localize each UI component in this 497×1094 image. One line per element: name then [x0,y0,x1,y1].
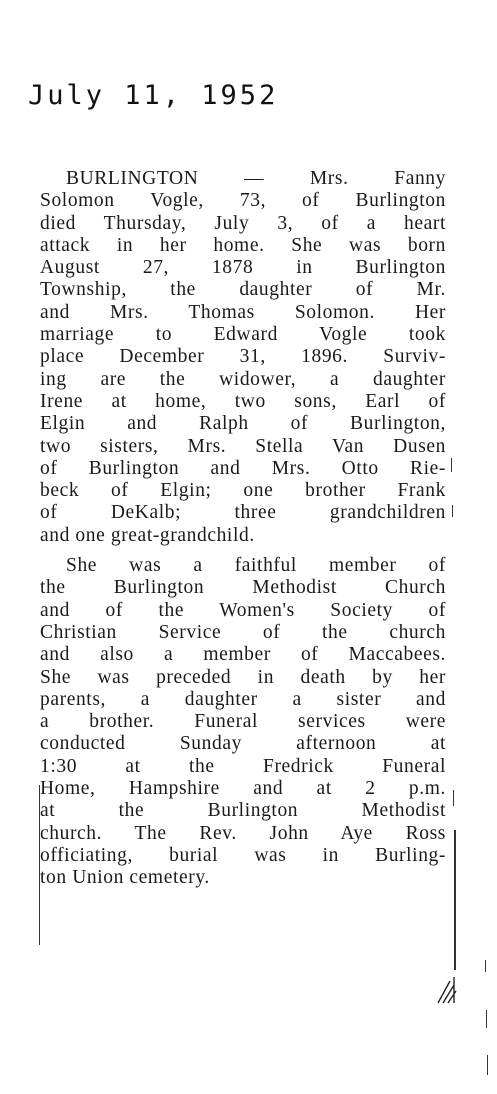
clipping-edge-mark [453,790,454,806]
text-line: of DeKalb; three grandchildren [40,502,446,524]
text-line: church. The Rev. John Aye Ross [40,822,446,844]
text-line: at the Burlington Methodist [40,800,446,822]
clipping-edge-mark [451,458,452,472]
text-line: and also a member of Maccabees. [40,644,446,666]
text-line: beck of Elgin; one brother Frank [40,480,446,502]
text-line: Irene at home, two sons, Earl of [40,390,446,412]
text-line: Home, Hampshire and at 2 p.m. [40,778,446,800]
text-line: of Burlington and Mrs. Otto Rie- [40,457,446,479]
clipping-date: July 11, 1952 [28,80,279,111]
text-line: Christian Service of the church [40,621,446,643]
text-line: two sisters, Mrs. Stella Van Dusen [40,435,446,457]
obituary-article [40,168,446,890]
obituary-paragraph-2 [40,555,446,889]
clipping-edge-mark [485,960,486,972]
text-line: attack in her home. She was born [40,234,446,256]
text-line: marriage to Edward Vogle took [40,324,446,346]
text-line: Township, the daughter of Mr. [40,279,446,301]
text-line: Solomon Vogle, 73, of Burlington [40,190,446,212]
text-line: the Burlington Methodist Church [40,577,446,599]
text-line: ing are the widower, a daughter [40,368,446,390]
text-line: August 27, 1878 in Burlington [40,257,446,279]
text-line: and one great-grandchild. [40,524,255,546]
clipping-edge-mark [452,505,453,517]
text-line: place December 31, 1896. Surviv- [40,346,446,368]
obituary-paragraph-1 [40,168,446,547]
text-line: and of the Women's Society of [40,599,446,621]
text-line: and Mrs. Thomas Solomon. Her [40,301,446,323]
text-line: Elgin and Ralph of Burlington, [40,413,446,435]
clipping-edge-mark [486,1010,487,1028]
text-line: She was a faithful member of [66,555,446,577]
text-line: conducted Sunday afternoon at [40,733,446,755]
text-line: parents, a daughter a sister and [40,688,446,710]
text-line: a brother. Funeral services were [40,711,446,733]
clipping-corner-mark [434,975,458,1005]
clipping-edge-mark [39,785,40,945]
text-line: officiating, burial was in Burling- [40,844,446,866]
clipping-edge-mark [454,830,456,970]
text-line: She was preceded in death by her [40,666,446,688]
clipping-edge-mark [487,1055,488,1075]
text-line: died Thursday, July 3, of a heart [40,212,446,234]
text-line: 1:30 at the Fredrick Funeral [40,755,446,777]
text-line: BURLINGTON — Mrs. Fanny [66,168,446,189]
text-line: ton Union cemetery. [40,867,210,889]
